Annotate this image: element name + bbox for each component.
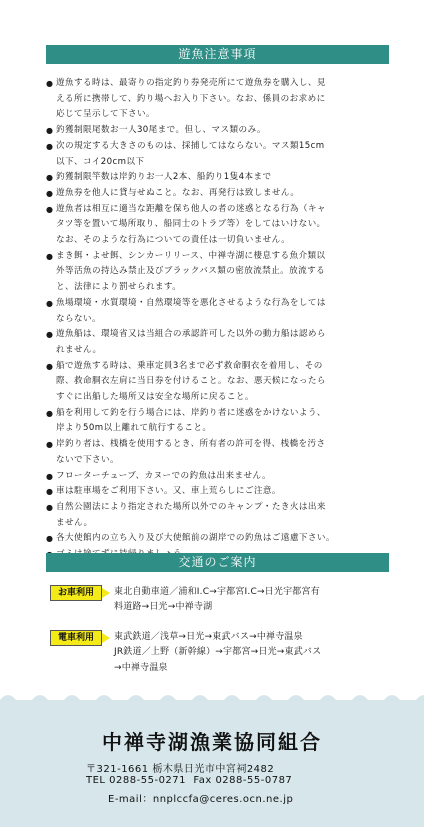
train-route: 東武鉄道／浅草→日光→東武バス→中禅寺温泉 JR鉄道／上野（新幹線）→宇都宮→日光→東武バス →中禅寺温泉 <box>114 632 322 673</box>
rule-item: ● 自然公園法により指定された場所以外でのキャンプ・たき火は出来 ません。 <box>46 501 326 528</box>
rule-item: ● 車は駐車場をご利用下さい。又、車上荒らしにご注意。 <box>46 484 386 500</box>
org-name: 中禅寺湖漁業協同組合 <box>102 730 322 754</box>
rule-item: ● 釣獲制限尾数お一人30尾まで。但し、マス類のみ。 <box>46 123 386 139</box>
tel: TEL 0288-55-0271 <box>86 775 187 786</box>
rule-item: ● まき餌・よせ餌、シンカーリリース、中禅寺湖に棲息する魚介類以 外等活魚の持込み禁止及びブラックバス類の密放流禁止。放流する と、法律により罰せられます。 <box>46 250 326 293</box>
bullet-icon: ● <box>46 79 54 88</box>
bullet-icon: ● <box>46 204 54 214</box>
access-train <box>50 630 385 676</box>
bullet-icon: ● <box>46 534 54 544</box>
access-car <box>50 585 385 616</box>
rule-item: ● 各大使館内の立ち入り及び大使館前の湖岸での釣魚はご遠慮下さい。 <box>46 531 386 547</box>
email-line <box>108 790 293 805</box>
train-label: 電車利用 <box>50 630 102 646</box>
address: 〒321-1661 栃木県日光市中宮祠2482 <box>86 764 275 775</box>
car-label: お車利用 <box>50 585 102 601</box>
rule-item: ● 遊魚券を他人に貸与せぬこと。なお、再発行は致しません。 <box>46 186 386 202</box>
fax: Fax 0288-55-0787 <box>193 775 293 786</box>
rule-item: ● 魚場環境・水質環境・自然環境等を悪化させるような行為をしては ならない。 <box>46 297 326 324</box>
rules-title-banner <box>46 45 389 64</box>
rule-item: ● 次の規定する大きさのものは、採捕してはならない。マス類15cm 以下、コイ20cm以下 <box>46 140 325 167</box>
bullet-icon: ● <box>46 126 54 136</box>
access-title-banner <box>46 553 389 572</box>
bullet-icon: ● <box>46 141 54 151</box>
bullet-icon: ● <box>46 408 54 418</box>
rule-item: ● 船を利用して釣を行う場合には、岸釣り者に迷惑をかけないよう、 岸より50m以上離れて航行すること。 <box>46 407 326 434</box>
bullet-icon: ● <box>46 188 54 198</box>
rule-item: ● 岸釣り者は、桟橋を使用するとき、所有者の許可を得、桟橋を汚さ ないで下さい。 <box>46 439 326 465</box>
email-address[interactable]: nnplccfa@ceres.ocn.ne.jp <box>152 794 294 805</box>
rule-item: ● 釣獲制限竿数は岸釣りお一人2本、船釣り1隻4本まで <box>46 170 386 186</box>
rules-title: 遊魚注意事項 <box>178 47 257 61</box>
email-label: E-mail： <box>108 794 153 805</box>
bullet-icon: ● <box>46 440 54 450</box>
rule-item: ● 遊魚船は、環境省又は当組合の承認許可した以外の動力船は認めら れません。 <box>46 329 326 355</box>
bullet-icon: ● <box>46 173 54 183</box>
bullet-icon: ● <box>46 330 54 340</box>
footer <box>0 700 424 827</box>
car-route: 東北自動車道／浦和I.C→宇都宮I.C→日光宇都宮有 料道路→日光→中禅寺湖 <box>114 587 320 613</box>
rule-item: ● 遊魚者は相互に適当な距離を保ち他人の者の迷惑となる行為（キャ タツ等を置いて場所取り、船同士のトラブ等）をしてはいけない。 なお、そのような行為についての責任は一切負いません。 <box>46 203 326 246</box>
bullet-icon: ● <box>46 251 54 261</box>
rule-item: ● 遊魚する時は、最寄りの指定釣り券発売所にて遊魚券を購入し、見 える所に携帯して、釣り場へお入り下さい。なお、係員のお求めに 応じて呈示して下さい。 <box>46 78 326 120</box>
bullet-icon: ● <box>46 298 54 308</box>
wave-decoration <box>0 686 424 702</box>
rules-list <box>46 76 386 563</box>
bullet-icon: ● <box>46 502 54 512</box>
phone-fax-line <box>86 775 292 786</box>
rule-item: ● フローターチューブ、カヌーでの釣魚は出来ません。 <box>46 469 386 485</box>
access-title: 交通のご案内 <box>178 555 257 569</box>
bullet-icon: ● <box>46 487 54 497</box>
rule-item: ● 船で遊魚する時は、乗車定員3名まで必ず救命胴衣を着用し、その 際、救命胴衣左肩に当日券を付けること。なお、悪天候になったら すぐに出船した場所又は安全な場所に戻ること。 <box>46 360 326 403</box>
bullet-icon: ● <box>46 361 54 371</box>
bullet-icon: ● <box>46 471 54 481</box>
